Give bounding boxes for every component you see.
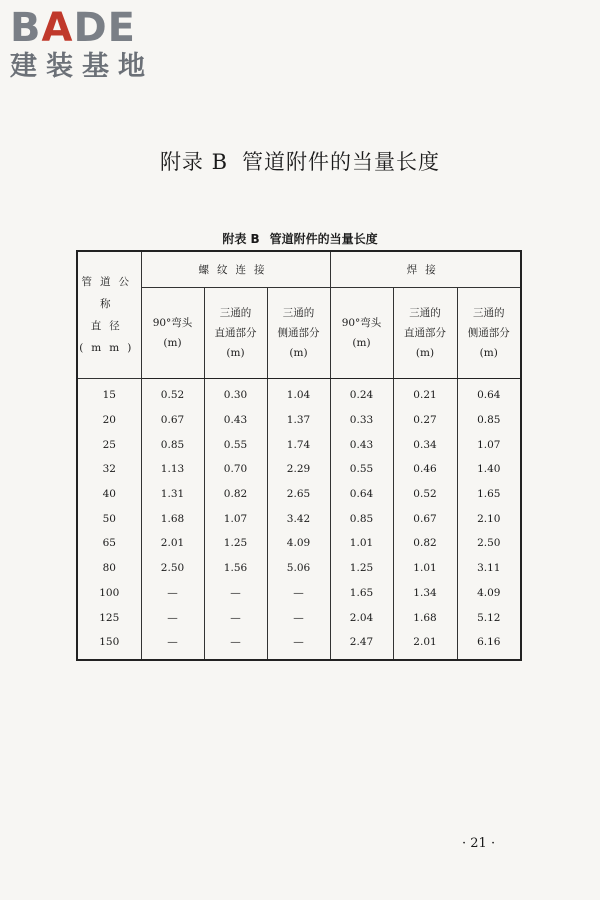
length-cell: 1.04 xyxy=(267,379,330,408)
length-cell: 1.31 xyxy=(141,482,204,507)
sub-header-line: 90°弯头 xyxy=(152,317,193,329)
row-header-cell xyxy=(77,251,141,379)
length-cell: 0.85 xyxy=(457,408,521,433)
table-caption-text: 管道附件的当量长度 xyxy=(269,232,378,246)
length-cell: 5.06 xyxy=(267,556,330,581)
sub-header-line: (m) xyxy=(415,347,435,359)
length-cell: 1.07 xyxy=(204,506,267,531)
table-row xyxy=(77,457,521,482)
length-cell: 1.56 xyxy=(204,556,267,581)
sub-header-line: 三通的 xyxy=(473,307,505,319)
length-cell: 0.82 xyxy=(204,482,267,507)
table-row xyxy=(77,379,521,408)
sub-header-line: 侧通部分 xyxy=(467,327,510,339)
sub-header-line: (m) xyxy=(352,337,371,349)
length-cell: 0.52 xyxy=(393,482,457,507)
table-row xyxy=(77,556,521,581)
diameter-cell: 100 xyxy=(77,581,141,606)
length-cell: 2.04 xyxy=(330,605,393,630)
length-cell: 3.11 xyxy=(457,556,521,581)
length-cell: 1.25 xyxy=(204,531,267,556)
row-header-line: 直径 xyxy=(90,320,128,332)
length-cell: 0.55 xyxy=(204,432,267,457)
sub-header-cell xyxy=(141,288,204,379)
length-cell: 0.67 xyxy=(393,506,457,531)
length-cell: 1.74 xyxy=(267,432,330,457)
length-cell: — xyxy=(204,605,267,630)
table-header-row-groups xyxy=(77,251,521,288)
length-cell: 4.09 xyxy=(457,581,521,606)
diameter-cell: 40 xyxy=(77,482,141,507)
logo-mark xyxy=(10,6,154,50)
table-caption xyxy=(0,230,600,247)
length-cell: 1.68 xyxy=(393,605,457,630)
length-cell: 4.09 xyxy=(267,531,330,556)
length-cell: 0.52 xyxy=(141,379,204,408)
length-cell: 1.65 xyxy=(457,482,521,507)
sub-header-line: 侧通部分 xyxy=(277,327,320,339)
length-cell: — xyxy=(141,581,204,606)
sub-header-line: 三通的 xyxy=(282,307,315,319)
diameter-cell: 20 xyxy=(77,408,141,433)
length-cell: 0.70 xyxy=(204,457,267,482)
diameter-cell: 32 xyxy=(77,457,141,482)
table-row xyxy=(77,408,521,433)
length-cell: 1.34 xyxy=(393,581,457,606)
table-row xyxy=(77,581,521,606)
length-cell: 1.40 xyxy=(457,457,521,482)
diameter-cell: 65 xyxy=(77,531,141,556)
length-cell: 0.46 xyxy=(393,457,457,482)
length-cell: — xyxy=(267,605,330,630)
table-body xyxy=(77,379,521,660)
table-row xyxy=(77,432,521,457)
length-cell: 6.16 xyxy=(457,630,521,660)
logo-mark-accent: A xyxy=(41,5,74,51)
length-cell: 2.50 xyxy=(457,531,521,556)
logo-mark-lead: B xyxy=(10,5,42,51)
length-cell: — xyxy=(141,630,204,660)
row-header-line: 管道公称 xyxy=(81,276,137,310)
length-cell: 2.50 xyxy=(141,556,204,581)
length-cell: 0.21 xyxy=(393,379,457,408)
sub-header-line: 直通部分 xyxy=(404,327,446,339)
table-row xyxy=(77,531,521,556)
table-row xyxy=(77,605,521,630)
length-cell: 2.01 xyxy=(393,630,457,660)
page-number: · 21 · xyxy=(462,836,496,851)
sub-header-cell xyxy=(330,288,393,379)
length-cell: 2.10 xyxy=(457,506,521,531)
length-cell: 1.07 xyxy=(457,432,521,457)
diameter-cell: 15 xyxy=(77,379,141,408)
length-cell: 2.65 xyxy=(267,482,330,507)
length-cell: 1.01 xyxy=(330,531,393,556)
sub-header-line: (m) xyxy=(163,337,182,349)
length-cell: 0.27 xyxy=(393,408,457,433)
length-cell: — xyxy=(267,581,330,606)
sub-header-cell xyxy=(393,288,457,379)
table-row xyxy=(77,630,521,660)
length-cell: 0.82 xyxy=(393,531,457,556)
sub-header-line: (m) xyxy=(289,347,308,359)
group-header-threaded: 螺纹连接 xyxy=(141,251,330,288)
length-cell: 0.67 xyxy=(141,408,204,433)
length-cell: 0.64 xyxy=(457,379,521,408)
equivalent-length-table xyxy=(76,250,522,661)
sub-header-cell xyxy=(457,288,521,379)
group-header-welded: 焊接 xyxy=(330,251,521,288)
length-cell: 0.85 xyxy=(330,506,393,531)
diameter-cell: 25 xyxy=(77,432,141,457)
table-header-row-sub xyxy=(77,288,521,379)
diameter-cell: 50 xyxy=(77,506,141,531)
length-cell: 1.68 xyxy=(141,506,204,531)
length-cell: 0.55 xyxy=(330,457,393,482)
length-cell: 0.43 xyxy=(330,432,393,457)
length-cell: — xyxy=(204,630,267,660)
page-title-text: 管道附件的当量长度 xyxy=(242,150,441,174)
length-cell: 1.01 xyxy=(393,556,457,581)
logo-mark-rest: DE xyxy=(73,5,136,51)
length-cell: 0.34 xyxy=(393,432,457,457)
length-cell: — xyxy=(204,581,267,606)
diameter-cell: 80 xyxy=(77,556,141,581)
length-cell: 1.65 xyxy=(330,581,393,606)
sub-header-line: (m) xyxy=(226,347,245,359)
page-title xyxy=(0,146,600,176)
length-cell: 0.64 xyxy=(330,482,393,507)
diameter-cell: 125 xyxy=(77,605,141,630)
diameter-cell: 150 xyxy=(77,630,141,660)
length-cell: 1.37 xyxy=(267,408,330,433)
length-cell: 2.47 xyxy=(330,630,393,660)
table-row xyxy=(77,506,521,531)
sub-header-line: 直通部分 xyxy=(214,327,257,339)
sub-header-line: 三通的 xyxy=(219,307,252,319)
sub-header-line: (m) xyxy=(479,347,498,359)
sub-header-line: 三通的 xyxy=(409,307,441,319)
length-cell: 0.33 xyxy=(330,408,393,433)
length-cell: 1.13 xyxy=(141,457,204,482)
length-cell: — xyxy=(267,630,330,660)
page-title-prefix: 附录 B xyxy=(159,150,229,174)
table-row xyxy=(77,482,521,507)
logo xyxy=(10,6,154,82)
length-cell: 1.25 xyxy=(330,556,393,581)
sub-header-line: 90°弯头 xyxy=(341,317,382,329)
sub-header-cell xyxy=(204,288,267,379)
length-cell: 2.01 xyxy=(141,531,204,556)
length-cell: 3.42 xyxy=(267,506,330,531)
length-cell: 0.24 xyxy=(330,379,393,408)
length-cell: 0.30 xyxy=(204,379,267,408)
length-cell: 2.29 xyxy=(267,457,330,482)
logo-subtitle: 建装基地 xyxy=(10,51,154,82)
sub-header-cell xyxy=(267,288,330,379)
length-cell: 5.12 xyxy=(457,605,521,630)
length-cell: — xyxy=(141,605,204,630)
table-caption-prefix: 附表 B xyxy=(222,232,260,246)
length-cell: 0.85 xyxy=(141,432,204,457)
length-cell: 0.43 xyxy=(204,408,267,433)
row-header-line: (mm) xyxy=(79,342,140,354)
